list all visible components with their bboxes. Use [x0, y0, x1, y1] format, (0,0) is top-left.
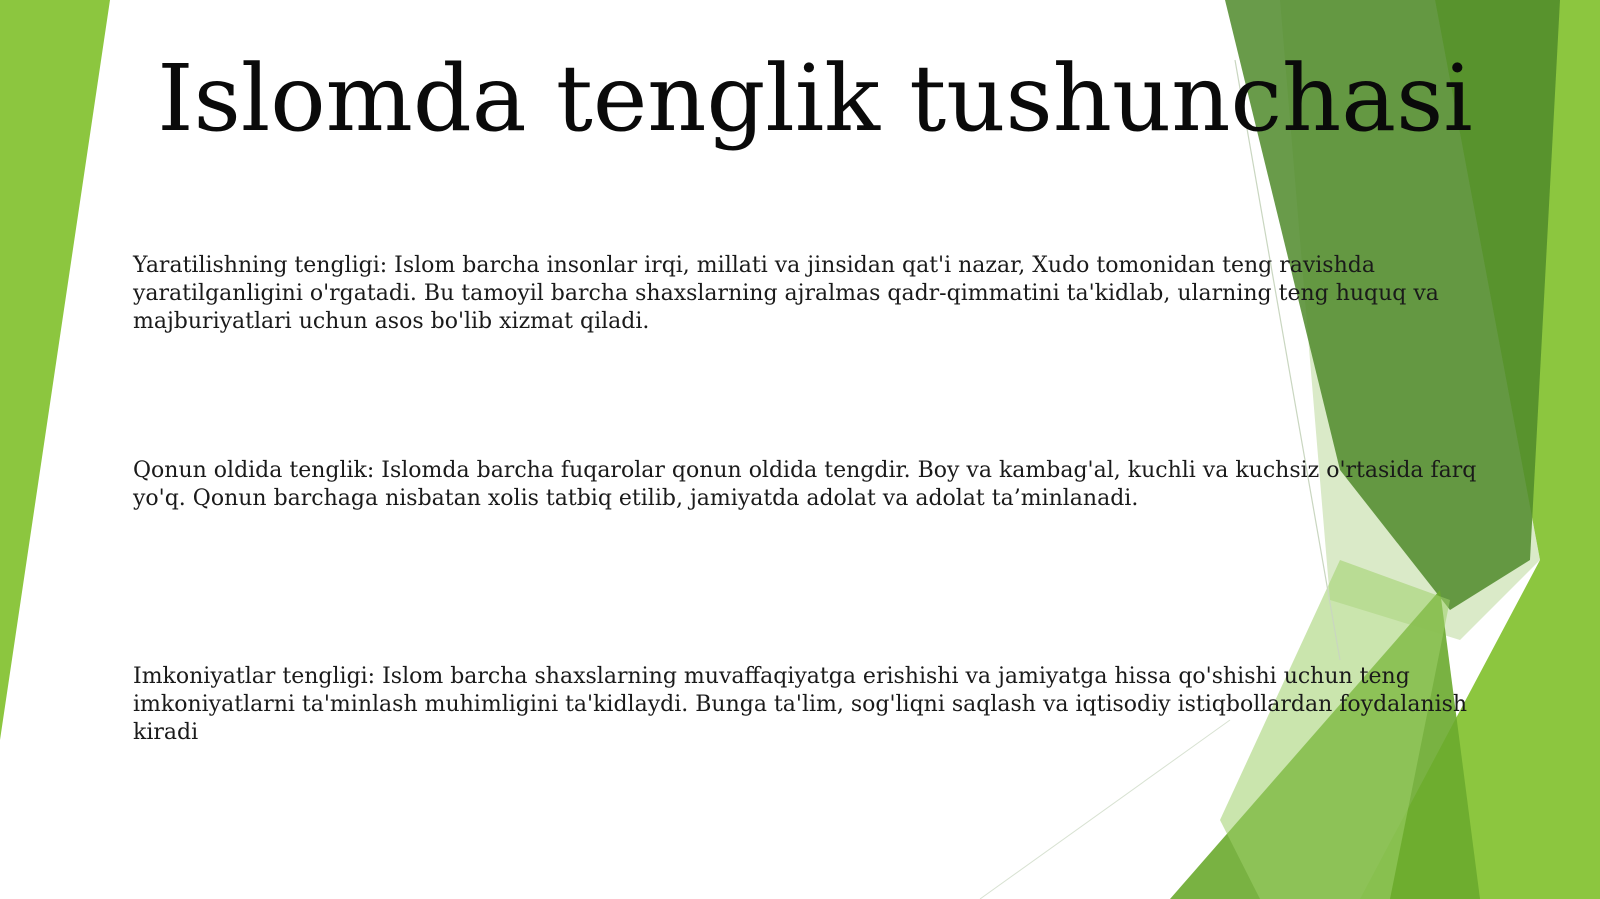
slide-title: Islomda tenglik tushunchasi: [157, 45, 1473, 152]
paragraph-equality-before-law: Qonun oldida tenglik: Islomda barcha fuqarolar qonun oldida tengdir. Boy va kambag'al, kuchli va kuchsiz o'rtasida farq yo'q. Qonun barchaga nisbatan xolis tatbiq etilib, jamiyatda adolat va adolat ta’minlanadi.: [133, 458, 1477, 511]
paragraph-equal-opportunities: Imkoniyatlar tengligi: Islom barcha shaxslarning muvaffaqiyatga erishishi va jamiyatga hissa qo'shishi uchun teng imkoniyatlarni ta'minlash muhimligini ta'kidlaydi. Bunga ta'lim, sog'liqni saqlash va iqtisodiy istiqbollardan foydalanish kiradi: [133, 664, 1468, 745]
paragraph-creation-equality: Yaratilishning tengligi: Islom barcha insonlar irqi, millati va jinsidan qat'i nazar, Xudo tomonidan teng ravishda yaratilganligini o'rgatadi. Bu tamoyil barcha shaxslarning ajralmas qadr-qimmatini ta'kidlab, ularning teng huquq va majburiyatlari uchun asos bo'lib xizmat qiladi.: [133, 253, 1439, 334]
